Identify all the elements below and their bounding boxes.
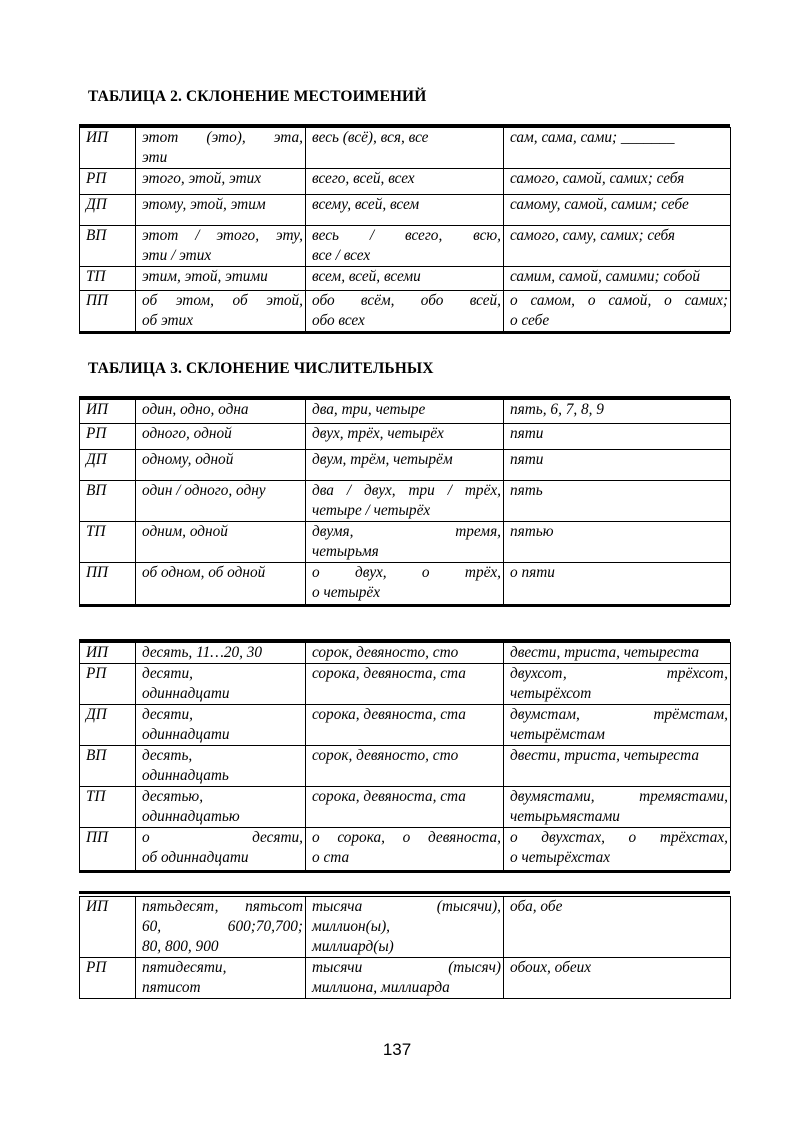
table-cell [136, 958, 306, 999]
table-cell [136, 522, 306, 563]
table-cell [306, 897, 504, 958]
table-cell [306, 746, 504, 787]
cell-line: одиннадцати [142, 685, 230, 702]
cell-line: пятисот [142, 979, 201, 996]
table-row [80, 746, 731, 787]
table-cell [136, 128, 306, 169]
table-row [80, 195, 731, 226]
table-bottom-rule [79, 331, 730, 334]
table-cell [504, 787, 731, 828]
cell-line: одиннадцатью [142, 808, 240, 825]
table-row [80, 481, 731, 522]
cell-line: сорока, девяноста, ста [312, 665, 466, 682]
table-cell [504, 958, 731, 999]
cell-line: один / одного, одну [142, 482, 266, 499]
table-cell [504, 705, 731, 746]
cell-line: одиннадцати [142, 726, 230, 743]
cell-line: самому, самой, самим; себе [510, 196, 689, 213]
cell-line: о пяти [510, 564, 555, 581]
cell-line: пятьдесят, пятьсот [142, 898, 303, 915]
case-label: ИП [80, 643, 136, 664]
cell-line: обо всех [312, 312, 365, 329]
table-row [80, 291, 731, 332]
cell-line: двести, триста, четыреста [510, 747, 699, 764]
table3-title: ТАБЛИЦА 3. СКЛОНЕНИЕ ЧИСЛИТЕЛЬНЫХ [88, 360, 434, 377]
table-cell [136, 643, 306, 664]
table-cell [504, 267, 731, 291]
table-cell [504, 828, 731, 871]
cell-line: об этом, об этой, [142, 292, 303, 309]
table5-numeral-declension-large [79, 896, 731, 999]
case-label: ПП [80, 563, 136, 605]
table-row [80, 664, 731, 705]
cell-line: четырьмя [312, 543, 379, 560]
cell-line: десять, [142, 747, 193, 764]
cell-line: миллиона, миллиарда [312, 979, 450, 996]
table-cell [136, 291, 306, 332]
cell-line: самим, самой, самими; собой [510, 268, 701, 285]
table-cell [504, 664, 731, 705]
cell-line: двухсот, трёхсот, [510, 665, 728, 682]
cell-line: тысячи (тысяч) [312, 959, 501, 976]
cell-line: двумястами, тремястами, [510, 788, 728, 805]
table-cell [306, 664, 504, 705]
table-row [80, 897, 731, 958]
cell-line: об этих [142, 312, 193, 329]
cell-line: о десяти, [142, 829, 303, 846]
table-bottom-rule [79, 870, 730, 873]
cell-line: самого, самой, самих; себя [510, 170, 685, 187]
cell-line: пять [510, 482, 543, 499]
table-row [80, 169, 731, 195]
cell-line: четырёхсот [510, 685, 592, 702]
case-label: ВП [80, 481, 136, 522]
cell-line: о ста [312, 849, 350, 866]
cell-line: всего, всей, всех [312, 170, 415, 187]
cell-line: одному, одной [142, 451, 234, 468]
cell-line: этого, этой, этих [142, 170, 262, 187]
table2-title: ТАБЛИЦА 2. СКЛОНЕНИЕ МЕСТОИМЕНИЙ [88, 88, 427, 105]
cell-line: два / двух, три / трёх, [312, 482, 501, 499]
table-cell [504, 897, 731, 958]
cell-line: о четырёх [312, 584, 380, 601]
case-label: ДП [80, 450, 136, 481]
page-number: 137 [382, 1040, 412, 1059]
cell-line: двумстам, трёмстам, [510, 706, 728, 723]
cell-line: о самом, о самой, о самих; [510, 292, 728, 309]
table-row [80, 128, 731, 169]
table-cell [306, 563, 504, 605]
cell-line: четыре / четырёх [312, 502, 431, 519]
table-bottom-rule [79, 604, 730, 607]
table-cell [306, 128, 504, 169]
cell-line: десяти, [142, 665, 193, 682]
cell-line: пяти [510, 425, 544, 442]
table-cell [136, 267, 306, 291]
table-cell [136, 664, 306, 705]
table-cell [504, 400, 731, 424]
cell-line: обоих, обеих [510, 959, 592, 976]
cell-line: пятидесяти, [142, 959, 227, 976]
table-cell [504, 522, 731, 563]
cell-line: два, три, четыре [312, 401, 426, 418]
cell-line: пять, 6, 7, 8, 9 [510, 401, 604, 418]
table-cell [136, 787, 306, 828]
table-row [80, 267, 731, 291]
table-cell [504, 128, 731, 169]
cell-line: все / всех [312, 247, 371, 264]
cell-line: четырьмястами [510, 808, 620, 825]
cell-line: самого, саму, самих; себя [510, 227, 675, 244]
cell-line: этим, этой, этими [142, 268, 268, 285]
cell-line: обо всём, обо всей, [312, 292, 501, 309]
cell-line: двух, трёх, четырёх [312, 425, 444, 442]
cell-line: сам, сама, сами; _______ [510, 129, 675, 146]
table-cell [136, 169, 306, 195]
table-row [80, 522, 731, 563]
cell-line: о двух, о трёх, [312, 564, 501, 581]
table-row [80, 958, 731, 999]
table-cell [306, 195, 504, 226]
cell-line: эти [142, 149, 168, 166]
table4-numeral-declension-tens [79, 642, 731, 871]
case-label: РП [80, 424, 136, 450]
table-cell [136, 400, 306, 424]
cell-line: сорока, девяноста, ста [312, 788, 466, 805]
table-cell [504, 195, 731, 226]
table-cell [504, 643, 731, 664]
table-cell [504, 746, 731, 787]
case-label: РП [80, 169, 136, 195]
cell-line: одного, одной [142, 425, 232, 442]
cell-line: этот (это), эта, [142, 129, 303, 146]
table-cell [306, 958, 504, 999]
table-cell [306, 267, 504, 291]
cell-line: десять, 11…20, 30 [142, 644, 263, 661]
cell-line: весь (всё), вся, все [312, 129, 429, 146]
cell-line: этот / этого, эту, [142, 227, 303, 244]
case-label: ИП [80, 897, 136, 958]
table-cell [504, 226, 731, 267]
case-label: РП [80, 958, 136, 999]
table-cell [306, 787, 504, 828]
table-cell [504, 424, 731, 450]
cell-line: четырёмстам [510, 726, 605, 743]
table-cell [306, 643, 504, 664]
table2-pronoun-declension [79, 127, 731, 332]
case-label: ТП [80, 267, 136, 291]
case-label: ТП [80, 787, 136, 828]
cell-line: о двухстах, о трёхстах, [510, 829, 728, 846]
table-cell [306, 481, 504, 522]
cell-line: двум, трём, четырём [312, 451, 453, 468]
case-label: ДП [80, 195, 136, 226]
cell-line: одиннадцать [142, 767, 229, 784]
table-cell [136, 195, 306, 226]
table-row [80, 450, 731, 481]
table-row [80, 563, 731, 605]
cell-line: миллион(ы), [312, 918, 391, 935]
cell-line: о себе [510, 312, 550, 329]
cell-line: этому, этой, этим [142, 196, 266, 213]
table-cell [306, 522, 504, 563]
cell-line: одним, одной [142, 523, 228, 540]
table-cell [136, 828, 306, 871]
cell-line: об одном, об одной [142, 564, 266, 581]
cell-line: пятью [510, 523, 554, 540]
table-row [80, 424, 731, 450]
table-cell [306, 705, 504, 746]
cell-line: 60, 600;70,700; [142, 918, 303, 935]
cell-line: сорок, девяносто, сто [312, 644, 459, 661]
cell-line: тысяча (тысячи), [312, 898, 501, 915]
table5-top-rule [79, 891, 730, 894]
table-cell [504, 450, 731, 481]
table-row [80, 787, 731, 828]
table-cell [504, 481, 731, 522]
table-cell [136, 481, 306, 522]
cell-line: двести, триста, четыреста [510, 644, 699, 661]
table3-numeral-declension [79, 399, 731, 605]
cell-line: 80, 800, 900 [142, 938, 219, 955]
cell-line: десятью, [142, 788, 204, 805]
case-label: ПП [80, 828, 136, 871]
cell-line: пяти [510, 451, 544, 468]
cell-line: об одиннадцати [142, 849, 249, 866]
table-cell [136, 897, 306, 958]
table-cell [306, 424, 504, 450]
table-cell [306, 450, 504, 481]
cell-line: сорок, девяносто, сто [312, 747, 459, 764]
table-cell [504, 563, 731, 605]
table-cell [504, 291, 731, 332]
case-label: ПП [80, 291, 136, 332]
cell-line: десяти, [142, 706, 193, 723]
table-row [80, 705, 731, 746]
table-cell [136, 563, 306, 605]
case-label: ИП [80, 128, 136, 169]
cell-line: всему, всей, всем [312, 196, 420, 213]
table-cell [136, 450, 306, 481]
cell-line: всем, всей, всеми [312, 268, 421, 285]
cell-line: весь / всего, всю, [312, 227, 501, 244]
case-label: ВП [80, 226, 136, 267]
table-row [80, 643, 731, 664]
table-cell [306, 400, 504, 424]
table-cell [136, 746, 306, 787]
table-cell [306, 169, 504, 195]
cell-line: один, одно, одна [142, 401, 249, 418]
table-row [80, 226, 731, 267]
table-row [80, 828, 731, 871]
table-row [80, 400, 731, 424]
cell-line: о четырёхстах [510, 849, 611, 866]
case-label: РП [80, 664, 136, 705]
table-cell [136, 226, 306, 267]
case-label: ДП [80, 705, 136, 746]
cell-line: эти / этих [142, 247, 212, 264]
cell-line: двумя, тремя, [312, 523, 501, 540]
table-cell [136, 705, 306, 746]
cell-line: миллиард(ы) [312, 938, 394, 955]
table-cell [136, 424, 306, 450]
cell-line: о сорока, о девяноста, [312, 829, 501, 846]
case-label: ВП [80, 746, 136, 787]
case-label: ИП [80, 400, 136, 424]
case-label: ТП [80, 522, 136, 563]
table-cell [306, 828, 504, 871]
table-cell [504, 169, 731, 195]
cell-line: сорока, девяноста, ста [312, 706, 466, 723]
cell-line: оба, обе [510, 898, 563, 915]
table-cell [306, 226, 504, 267]
table-cell [306, 291, 504, 332]
